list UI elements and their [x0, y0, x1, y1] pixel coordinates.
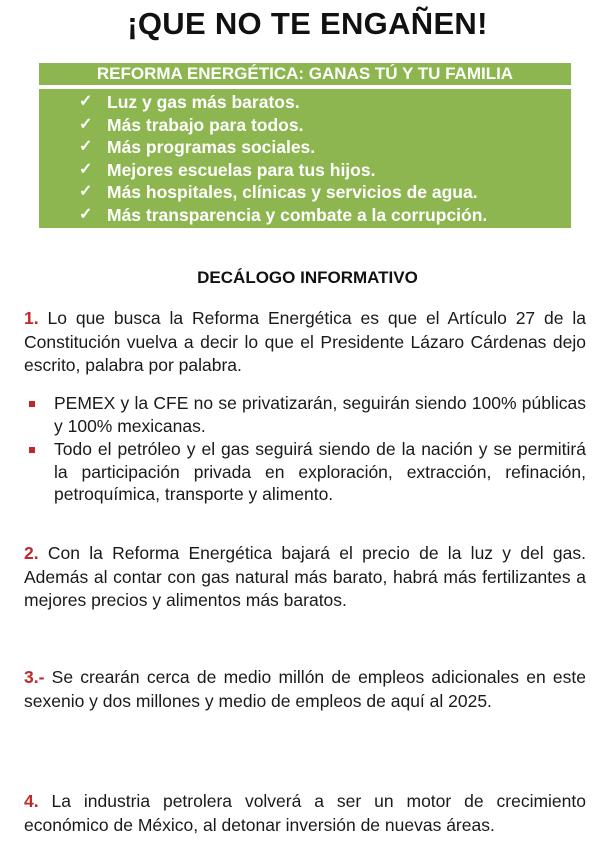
point-text: Con la Reforma Energética bajará el precio de la luz y del gas. Además al contar con gas natural más barato, habrá más fertilizantes a mejores precios y alimentos más baratos.	[24, 543, 586, 610]
point-number: 1.	[24, 308, 39, 328]
bullet-text: Todo el petróleo y el gas seguirá siendo de la nación y se permitirá la participación privada en exploración, extracción, refinación, petroquímica, transporte y alimento.	[54, 439, 586, 504]
benefit-text: Más trabajo para todos.	[107, 114, 304, 135]
point-number: 3.-	[24, 667, 45, 687]
checkmark-icon: ✓	[79, 205, 93, 223]
benefit-item	[39, 204, 571, 227]
page-title: ¡QUE NO TE ENGAÑEN!	[127, 6, 488, 41]
square-bullet-icon	[29, 401, 35, 407]
point-number: 4.	[24, 791, 39, 811]
benefit-item	[39, 114, 571, 137]
checkmark-icon: ✓	[79, 160, 93, 178]
benefit-item	[39, 136, 571, 159]
point-text: Se crearán cerca de medio millón de empleos adicionales en este sexenio y dos millones y medio de empleos de aquí al 2025.	[24, 667, 586, 711]
reform-banner: REFORMA ENERGÉTICA: GANAS TÚ Y TU FAMILIA	[39, 63, 571, 85]
checkmark-icon: ✓	[79, 183, 93, 200]
bullet-item	[24, 392, 586, 437]
benefit-text: Más hospitales, clínicas y servicios de agua.	[107, 182, 478, 202]
point-1	[24, 307, 586, 378]
benefit-text: Luz y gas más baratos.	[107, 92, 300, 112]
point-3	[24, 666, 586, 713]
point-text: Lo que busca la Reforma Energética es que el Artículo 27 de la Constitución vuelva a decir lo que el Presidente Lázaro Cárdenas dejo escrito, palabra por palabra.	[24, 308, 586, 375]
benefits-list	[39, 89, 571, 228]
bullet-item	[24, 438, 586, 506]
bullet-text: PEMEX y la CFE no se privatizarán, seguirán siendo 100% públicas y 100% mexicanas.	[54, 393, 586, 436]
benefit-item	[39, 159, 571, 182]
benefit-text: Más programas sociales.	[107, 137, 316, 157]
benefit-item	[39, 181, 571, 204]
benefit-text: Mejores escuelas para tus hijos.	[107, 159, 376, 180]
square-bullet-icon	[29, 447, 35, 453]
point-number: 2.	[24, 543, 39, 563]
point-1-bullets	[24, 392, 586, 507]
checkmark-icon: ✓	[79, 93, 93, 110]
benefit-text: Más transparencia y combate a la corrupción.	[107, 204, 488, 225]
point-text: La industria petrolera volverá a ser un motor de crecimiento económico de México, al detonar inversión de nuevas áreas.	[24, 791, 586, 835]
section-title: DECÁLOGO INFORMATIVO	[197, 268, 418, 287]
point-4	[24, 790, 586, 837]
point-2	[24, 542, 586, 613]
checkmark-icon: ✓	[79, 115, 93, 133]
checkmark-icon: ✓	[79, 138, 93, 155]
benefit-item	[39, 91, 571, 114]
